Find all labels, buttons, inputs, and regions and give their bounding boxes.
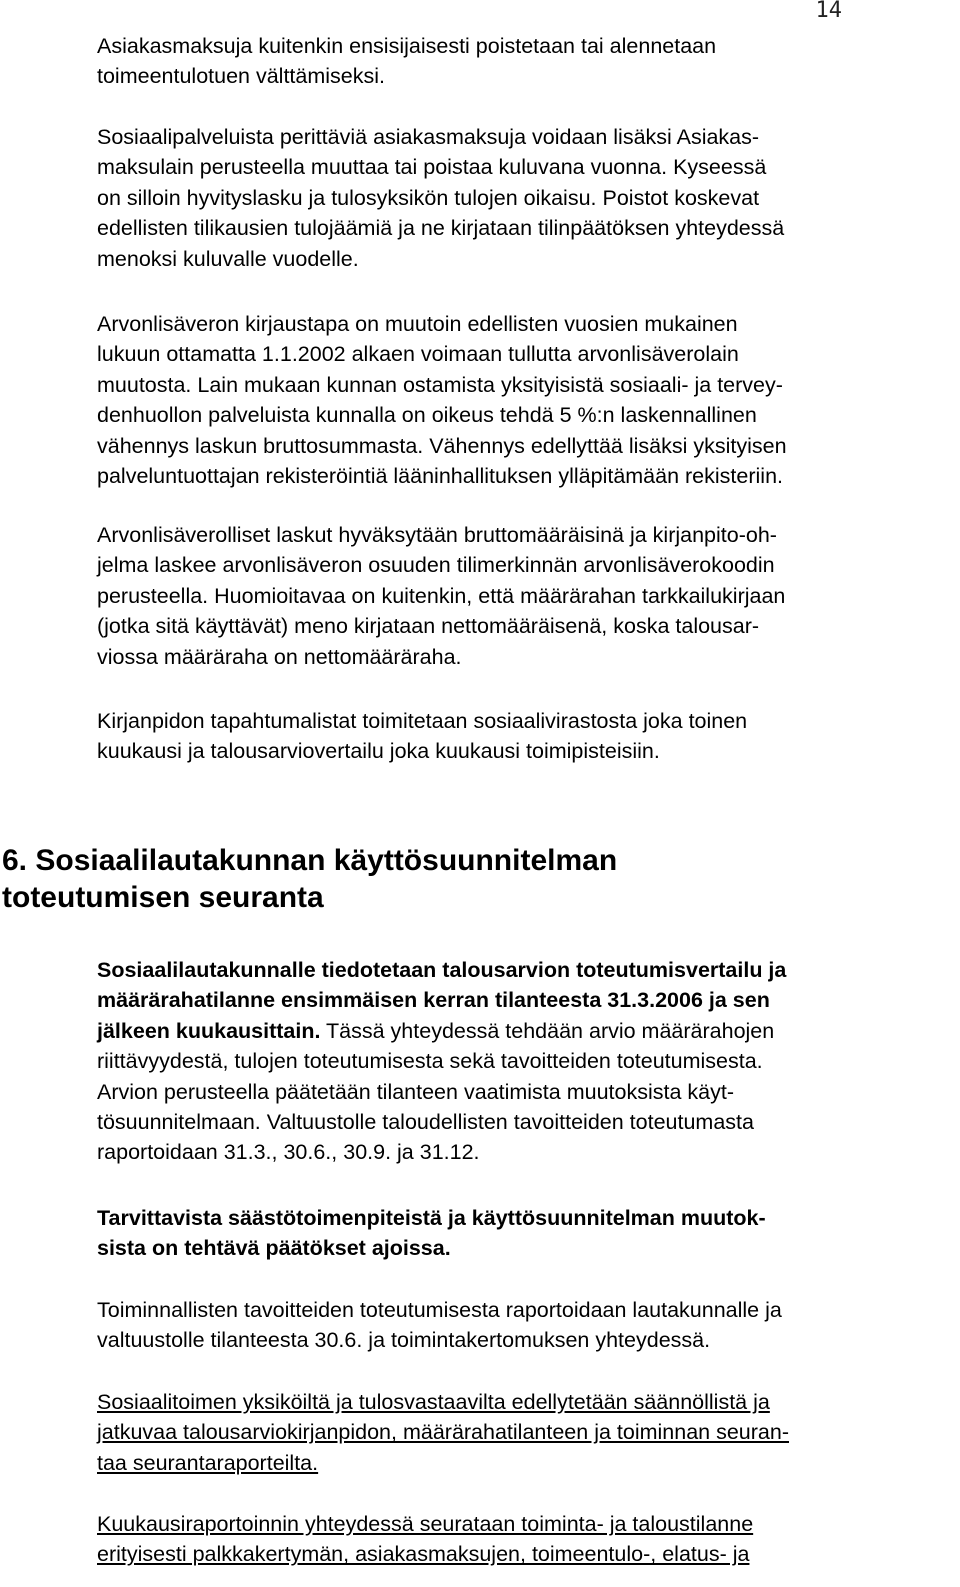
paragraph-customer-fees-reduction: Asiakasmaksuja kuitenkin ensisijaisesti poistetaan tai alennetaan toimeentulotuen välttämiseksi.: [97, 34, 717, 89]
paragraph-fee-adjustments: Sosiaalipalveluista perittäviä asiakasmaksuja voidaan lisäksi Asiakas- maksulain perusteella muuttaa tai poistaa kuluvana vuonna. Kyseessä on silloin hyvityslasku ja tulosyksikön tulojen oikaisu. Poistot koskevat edellisten tilikausien tulojäämiä ja ne kirjataan tilinpäätöksen yhteydessä menoksi kuluvalle vuodelle.: [97, 125, 785, 271]
section-heading: 6. Sosiaalilautakunnan käyttösuunnitelman toteutumisen seuranta: [2, 844, 618, 914]
paragraph-vat-booking: Arvonlisäveron kirjaustapa on muutoin edellisten vuosien mukainen lukuun ottamatta 1.1.2002 alkaen voimaan tullutta arvonlisäverolain muutosta. Lain mukaan kunnan ostamista yksityisistä sosiaali- ja tervey- denhuollon palveluista kunnalla on oikeus tehdä 5 %:n laskennallinen vähennys laskun bruttosummasta. Vähennys edellyttää lisäksi yksityisen palveluntuottajan rekisteröintiä lääninhallituksen ylläpitämään rekisteriin.: [97, 312, 787, 489]
paragraph-unit-monitoring: Sosiaalitoimen yksiköiltä ja tulosvastaavilta edellytetään säännöllistä ja jatkuvaa talousarviokirjanpidon, määrärahatilanteen ja toiminnan seuran- taa seurantaraporteilta.: [97, 1390, 789, 1475]
paragraph-savings-decisions: Tarvittavista säästötoimenpiteistä ja käyttösuunnitelman muutok- sista on tehtävä päätökset ajoissa.: [97, 1206, 766, 1261]
paragraph-operational-goals: Toiminnallisten tavoitteiden toteutumisesta raportoidaan lautakunnalle ja valtuustolle tilanteesta 30.6. ja toimintakertomuksen yhteydessä.: [97, 1298, 782, 1353]
paragraph-monitoring-reporting: [97, 955, 949, 1168]
bold-lead-text: Sosiaalilautakunnalle tiedotetaan talousarvion toteutumisvertailu ja määrärahatilanne ensimmäisen kerran tilanteesta 31.3.2006 ja sen jälkeen kuukausittain.: [97, 958, 787, 1043]
paragraph-vat-invoices: Arvonlisäverolliset laskut hyväksytään bruttomääräisinä ja kirjanpito-oh- jelma laskee arvonlisäveron osuuden tilimerkinnän arvonlisäverokoodin perusteella. Huomioitavaa on kuitenkin, että määrärahan tarkkailukirjaan (jotka sitä käyttävät) meno kirjataan nettomääräisenä, koska talousar- viossa määräraha on nettomääräraha.: [97, 523, 786, 669]
paragraph-monthly-reporting: Kuukausiraportoinnin yhteydessä seurataan toiminta- ja taloustilanne erityisesti palkkakertymän, asiakasmaksujen, toimeentulo-, elatus- ja: [97, 1512, 754, 1567]
paragraph-transaction-lists: Kirjanpidon tapahtumalistat toimitetaan sosiaalivirastosta joka toinen kuukausi ja talousarviovertailu joka kuukausi toimipisteisiin.: [97, 709, 748, 764]
paragraph-monitoring-rest: Tässä yhteydessä tehdään arvio määrärahojen riittävyydestä, tulojen toteutumisesta sekä tavoitteiden toteutumisesta. Arvion perusteella päätetään tilanteen vaatimista muutoksista käyt- tösuunnitelmaan. Valtuustolle taloudellisten tavoitteiden toteutumasta raportoidaan 31.3., 30.6., 30.9. ja 31.12.: [97, 1018, 775, 1165]
page-number: 14: [815, 0, 842, 23]
